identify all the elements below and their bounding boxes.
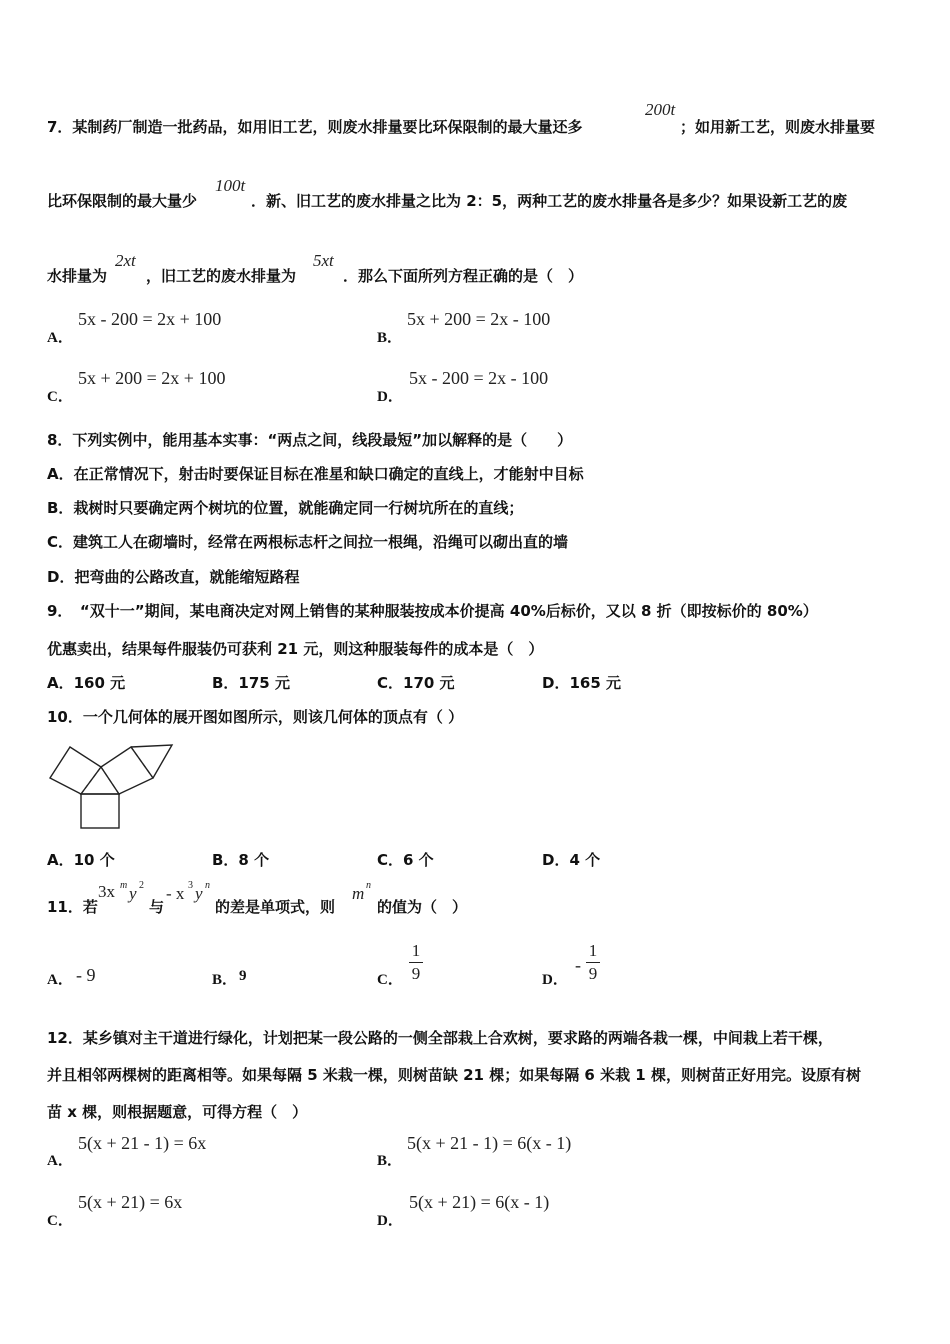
- q8-option-c: C．建筑工人在砌墙时，经常在两根标志杆之间拉一根绳，沿绳可以砌出直的墙: [47, 533, 569, 551]
- q12-option-b-expr: 5(x + 21 - 1) = 6(x - 1): [407, 1133, 572, 1153]
- q9-option-c: C．170 元: [377, 674, 455, 692]
- q9-option-a: A．160 元: [47, 674, 126, 692]
- q12-line1: 12．某乡镇对主干道进行绿化，计划把某一段公路的一侧全部栽上合欢树，要求路的两端各栽一棵，中间栽上若干棵，: [47, 1029, 833, 1047]
- q12-option-a-expr: 5(x + 21 - 1) = 6x: [78, 1133, 207, 1153]
- q7-sup-5xt: 5xt: [313, 251, 334, 270]
- q8-option-b: B．栽树时只要确定两个树坑的位置，就能确定同一行树坑所在的直线；: [47, 499, 524, 517]
- net-square-left: [50, 747, 101, 794]
- q12-line2: 并且相邻两棵树的距离相等。如果每隔 5 米栽一棵，则树苗缺 21 棵；如果每隔 6 米栽 1 棵，则树苗正好用完。设原有树: [47, 1066, 861, 1084]
- q11-stem-a: 11．若: [47, 898, 98, 916]
- q7-sup-2xt: 2xt: [115, 251, 136, 270]
- q9-option-d: D．165 元: [542, 674, 621, 692]
- q12-option-d-label: D．: [377, 1213, 403, 1229]
- q11-option-d-denominator: 9: [588, 964, 598, 983]
- q11-option-a-value: - 9: [76, 965, 96, 985]
- q11-term2-y: y: [195, 884, 203, 903]
- q11-term1-exp1: m: [120, 880, 128, 891]
- q8-stem: 8．下列实例中，能用基本实事：“两点之间，线段最短”加以解释的是（ ）: [47, 431, 573, 449]
- net-diagram: [45, 740, 180, 832]
- q7-option-b-label: B．: [377, 330, 403, 346]
- net-triangle-right: [131, 745, 172, 778]
- q9-line2: 优惠卖出，结果每件服装仍可获利 21 元，则这种服装每件的成本是（ ）: [47, 640, 544, 658]
- q12-option-a-label: A．: [47, 1153, 73, 1169]
- q7-option-a-label: A．: [47, 330, 73, 346]
- net-square-right: [101, 747, 153, 794]
- q10-option-b: B．8 个: [212, 851, 270, 869]
- q11-term1-base: 3x: [98, 882, 115, 901]
- q7-option-d-expr: 5x - 200 = 2x - 100: [409, 368, 549, 388]
- net-square-bottom: [81, 794, 119, 828]
- q11-term1-y: y: [129, 884, 137, 903]
- q11-option-d-sign: -: [575, 955, 581, 975]
- q7-sup-100t: 100t: [215, 176, 246, 195]
- q10-option-c: C．6 个: [377, 851, 434, 869]
- q11-option-d-label: D．: [542, 972, 568, 988]
- q9-option-b: B．175 元: [212, 674, 290, 692]
- q7-line1-a: 7．某制药厂制造一批药品，如用旧工艺，则废水排量要比环保限制的最大量还多: [47, 118, 583, 136]
- q11-stem-d: 的值为（ ）: [377, 898, 468, 916]
- q11-option-c-fraction: [409, 941, 423, 984]
- q8-option-a: A．在正常情况下，射击时要保证目标在准星和缺口确定的直线上，才能射中目标: [47, 465, 584, 483]
- q11-term3-exp: n: [366, 880, 371, 891]
- q12-line3: 苗 x 棵，则根据题意，可得方程（ ）: [47, 1103, 308, 1121]
- q11-option-a-label: A．: [47, 972, 73, 988]
- q11-term3-base: m: [352, 884, 365, 903]
- fraction-bar: [409, 962, 423, 963]
- q7-line2-b: ．新、旧工艺的废水排量之比为 2：5，两种工艺的废水排量各是多少？如果设新工艺的废: [251, 192, 848, 210]
- net-triangle-center: [81, 767, 119, 794]
- q11-option-d-fraction: [586, 941, 600, 984]
- q11-option-c-label: C．: [377, 972, 403, 988]
- q11-option-b-value: 9: [239, 968, 247, 984]
- q10-option-a: A．10 个: [47, 851, 115, 869]
- q11-option-c-denominator: 9: [411, 964, 421, 983]
- q11-term2-base: - x: [166, 884, 185, 903]
- q12-option-b-label: B．: [377, 1153, 403, 1169]
- q9-line1: 9． “双十一”期间，某电商决定对网上销售的某种服装按成本价提高 40%后标价，又以 8 折（即按标价的 80%）: [47, 602, 818, 620]
- q7-option-c-label: C．: [47, 389, 73, 405]
- q7-sup-200t: 200t: [645, 100, 676, 119]
- q12-option-c-label: C．: [47, 1213, 73, 1229]
- fraction-bar: [586, 962, 600, 963]
- q11-term2-exp1: 3: [188, 880, 193, 891]
- q11-stem-b: 与: [149, 898, 165, 916]
- q7-line3-b: ，旧工艺的废水排量为: [146, 267, 297, 285]
- q7-line2-a: 比环保限制的最大量少: [47, 192, 198, 210]
- q12-option-c-expr: 5(x + 21) = 6x: [78, 1192, 183, 1212]
- q7-line1-b: ；如用新工艺，则废水排量要: [680, 118, 876, 136]
- q12-option-d-expr: 5(x + 21) = 6(x - 1): [409, 1192, 550, 1212]
- q10-stem: 10．一个几何体的展开图如图所示，则该几何体的顶点有（ ）: [47, 708, 464, 726]
- q11-option-b-label: B．: [212, 972, 238, 988]
- q8-option-d: D．把弯曲的公路改直，就能缩短路程: [47, 568, 300, 586]
- q7-option-a-expr: 5x - 200 = 2x + 100: [78, 309, 222, 329]
- q11-term2-exp2: n: [205, 880, 210, 891]
- q11-option-c-numerator: 1: [411, 941, 421, 960]
- q11-option-d-numerator: 1: [588, 941, 598, 960]
- q7-option-c-expr: 5x + 200 = 2x + 100: [78, 368, 226, 388]
- q11-term1-exp2: 2: [139, 880, 144, 891]
- q11-stem-c: 的差是单项式，则: [215, 898, 336, 916]
- q7-option-d-label: D．: [377, 389, 403, 405]
- q7-line3-a: 水排量为: [47, 267, 108, 285]
- q10-option-d: D．4 个: [542, 851, 601, 869]
- q7-option-b-expr: 5x + 200 = 2x - 100: [407, 309, 551, 329]
- q7-line3-c: ．那么下面所列方程正确的是（ ）: [343, 267, 584, 285]
